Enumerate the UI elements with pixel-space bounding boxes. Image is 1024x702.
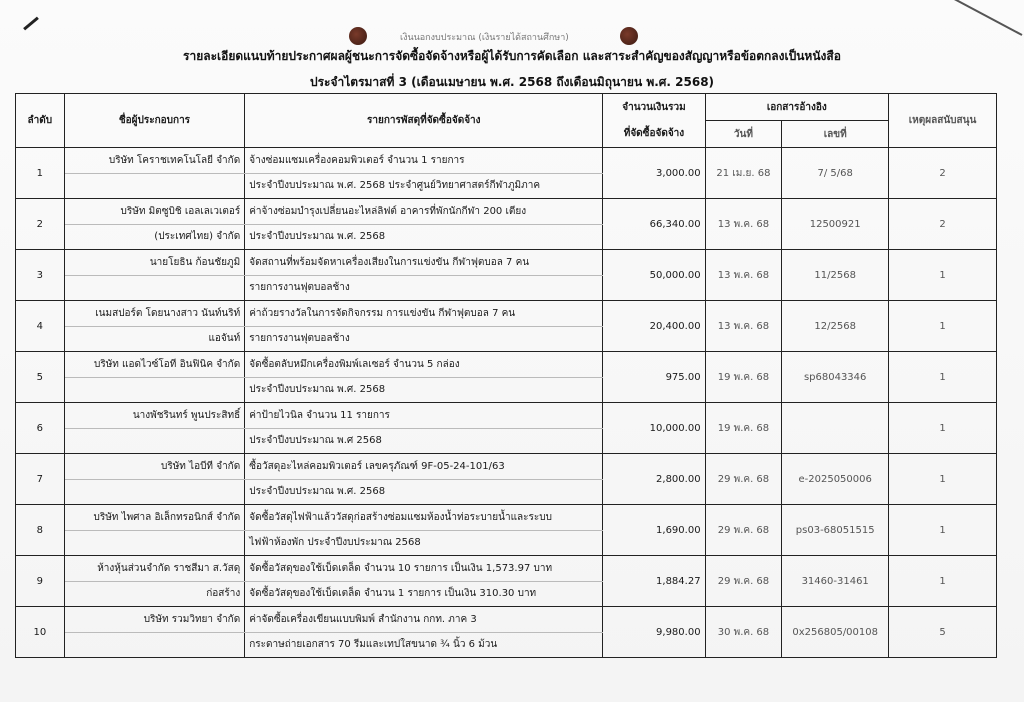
reason-code: 1 (889, 556, 997, 607)
vendor-name-line1: บริษัท แอดไวซ์โอที อินฟินิค จำกัด (64, 352, 245, 378)
amount: 9,980.00 (603, 607, 705, 658)
vendor-name-line1: นางพัชรินทร์ พูนประสิทธิ์ (64, 403, 245, 429)
item-line2: ประจำปีงบประมาณ พ.ศ. 2568 (245, 377, 603, 403)
item-line1: ซื้อวัสดุอะไหล่คอมพิวเตอร์ เลขครุภัณฑ์ 9F-05-24-101/63 (245, 454, 603, 480)
reason-code: 2 (889, 199, 997, 250)
table-row (16, 403, 997, 429)
document-subtitle: ประจำไตรมาสที่ 3 (เดือนเมษายน พ.ศ. 2568 ถึงเดือนมิถุนายน พ.ศ. 2568) (309, 75, 715, 89)
amount: 1,884.27 (603, 556, 705, 607)
item-line1: ค่าถ้วยรางวัลในการจัดกิจกรรม การแข่งขัน กีฬาฟุตบอล 7 คน (245, 301, 603, 327)
item-line1: จัดซื้อวัสดุไฟฟ้าแล้ววัสดุก่อสร้างซ่อมแซมห้องน้ำท่อระบายน้ำและระบบ (245, 505, 603, 531)
doc-date: 19 พ.ค. 68 (705, 352, 782, 403)
reason-code: 1 (889, 505, 997, 556)
row-number: 5 (16, 352, 65, 403)
header-date: วันที่ (705, 121, 782, 148)
item-line2: ประจำปีงบประมาณ พ.ศ. 2568 (245, 479, 603, 505)
doc-date: 21 เม.ย. 68 (705, 148, 782, 199)
punch-hole-left (349, 27, 367, 45)
vendor-name-line2 (64, 275, 245, 301)
item-line2: กระดาษถ่ายเอกสาร 70 รีมและเทปใสขนาด ¾ นิ้ว 6 ม้วน (245, 632, 603, 658)
doc-date: 13 พ.ค. 68 (705, 250, 782, 301)
doc-number: 31460-31461 (782, 556, 889, 607)
item-line2: ประจำปีงบประมาณ พ.ศ 2568 (245, 428, 603, 454)
item-line1: ค่าจัดซื้อเครื่องเขียนแบบพิมพ์ สำนักงาน กกท. ภาค 3 (245, 607, 603, 633)
reason-code: 1 (889, 250, 997, 301)
doc-number: 7/ 5/68 (782, 148, 889, 199)
doc-number: e-2025050006 (782, 454, 889, 505)
table-row (16, 454, 997, 480)
row-number: 7 (16, 454, 65, 505)
amount: 3,000.00 (603, 148, 705, 199)
doc-date: 13 พ.ค. 68 (705, 301, 782, 352)
header-amount-1: จำนวนเงินรวม (603, 94, 705, 121)
table-row (16, 352, 997, 378)
vendor-name-line2 (64, 479, 245, 505)
header-amount-2: ที่จัดซื้อจัดจ้าง (603, 121, 705, 148)
row-number: 4 (16, 301, 65, 352)
item-line1: จัดซื้อตลับหมึกเครื่องพิมพ์เลเซอร์ จำนวน 5 กล่อง (245, 352, 603, 378)
reason-code: 1 (889, 301, 997, 352)
vendor-name-line1: บริษัท มิตซูบิชิ เอลเลเวเตอร์ (64, 199, 245, 225)
amount: 66,340.00 (603, 199, 705, 250)
header-number: เลขที่ (782, 121, 889, 148)
row-number: 10 (16, 607, 65, 658)
reason-code: 2 (889, 148, 997, 199)
header-no: ลำดับ (16, 94, 65, 148)
amount: 975.00 (603, 352, 705, 403)
row-number: 3 (16, 250, 65, 301)
header-row (16, 94, 997, 121)
table-row (16, 148, 997, 174)
table-row (16, 505, 997, 531)
item-line1: จัดสถานที่พร้อมจัดหาเครื่องเสียงในการแข่งขัน กีฬาฟุตบอล 7 คน (245, 250, 603, 276)
doc-date: 19 พ.ค. 68 (705, 403, 782, 454)
row-number: 8 (16, 505, 65, 556)
vendor-name-line2: แอจันท์ (64, 326, 245, 352)
item-line2: ประจำปีงบประมาณ พ.ศ. 2568 ประจำศูนย์วิทยาศาสตร์กีฬาภูมิภาค (245, 173, 603, 199)
item-line2: ไฟฟ้าห้องพัก ประจำปีงบประมาณ 2568 (245, 530, 603, 556)
doc-date: 29 พ.ค. 68 (705, 505, 782, 556)
doc-number: 12/2568 (782, 301, 889, 352)
amount: 1,690.00 (603, 505, 705, 556)
row-number: 1 (16, 148, 65, 199)
vendor-name-line2: ก่อสร้าง (64, 581, 245, 607)
reason-code: 1 (889, 352, 997, 403)
amount: 10,000.00 (603, 403, 705, 454)
reason-code: 5 (889, 607, 997, 658)
doc-date: 13 พ.ค. 68 (705, 199, 782, 250)
item-line1: จัดซื้อวัสดุของใช้เบ็ดเตล็ด จำนวน 10 รายการ เป็นเงิน 1,573.97 บาท (245, 556, 603, 582)
amount: 20,400.00 (603, 301, 705, 352)
amount: 50,000.00 (603, 250, 705, 301)
table-row (16, 250, 997, 276)
item-line2: ประจำปีงบประมาณ พ.ศ. 2568 (245, 224, 603, 250)
item-line2: จัดซื้อวัสดุของใช้เบ็ดเตล็ด จำนวน 1 รายการ เป็นเงิน 310.30 บาท (245, 581, 603, 607)
item-line1: ค่าป้ายไวนิล จำนวน 11 รายการ (245, 403, 603, 429)
vendor-name-line2: (ประเทศไทย) จำกัด (64, 224, 245, 250)
doc-number: 0x256805/00108 (782, 607, 889, 658)
table-row (16, 607, 997, 633)
doc-date: 29 พ.ค. 68 (705, 556, 782, 607)
header-reason: เหตุผลสนับสนุน (889, 94, 997, 148)
vendor-name-line2 (64, 377, 245, 403)
pen-mark (23, 17, 39, 31)
vendor-name-line2 (64, 428, 245, 454)
row-number: 6 (16, 403, 65, 454)
item-line1: จ้างซ่อมแซมเครื่องคอมพิวเตอร์ จำนวน 1 รายการ (245, 148, 603, 174)
doc-date: 30 พ.ค. 68 (705, 607, 782, 658)
vendor-name-line1: นายโยธิน ก้อนชัยภูมิ (64, 250, 245, 276)
doc-number (782, 403, 889, 454)
amount: 2,800.00 (603, 454, 705, 505)
document-title: รายละเอียดแนบท้ายประกาศผลผู้ชนะการจัดซื้อจัดจ้างหรือผู้ได้รับการคัดเลือก และสาระสำคัญของสัญญาหรือข้อตกลงเป็นหนังสือ (183, 49, 841, 63)
reason-code: 1 (889, 454, 997, 505)
vendor-name-line1: บริษัท ไพศาล อิเล็กทรอนิกส์ จำกัด (64, 505, 245, 531)
doc-number: 12500921 (782, 199, 889, 250)
reason-code: 1 (889, 403, 997, 454)
header-ref-doc: เอกสารอ้างอิง (705, 94, 889, 121)
doc-number: sp68043346 (782, 352, 889, 403)
table-body (16, 148, 997, 658)
vendor-name-line2 (64, 632, 245, 658)
table-row (16, 301, 997, 327)
doc-number: 11/2568 (782, 250, 889, 301)
budget-source-note: เงินนอกงบประมาณ (เงินรายได้สถานศึกษา) (400, 33, 569, 43)
vendor-name-line1: บริษัท โคราชเทคโนโลยี จำกัด (64, 148, 245, 174)
header-item: รายการพัสดุที่จัดซื้อจัดจ้าง (245, 94, 603, 148)
vendor-name-line2 (64, 173, 245, 199)
doc-date: 29 พ.ค. 68 (705, 454, 782, 505)
vendor-name-line1: บริษัท ไอบีที จำกัด (64, 454, 245, 480)
punch-hole-right (620, 27, 638, 45)
doc-number: ps03-68051515 (782, 505, 889, 556)
vendor-name-line1: บริษัท รวมวิทยา จำกัด (64, 607, 245, 633)
vendor-name-line1: ห้างหุ้นส่วนจำกัด ราชสีมา ส.วัสดุ (64, 556, 245, 582)
table-row (16, 199, 997, 225)
header-vendor: ชื่อผู้ประกอบการ (64, 94, 245, 148)
row-number: 9 (16, 556, 65, 607)
item-line2: รายการงานฟุตบอลช้าง (245, 326, 603, 352)
vendor-name-line2 (64, 530, 245, 556)
fold-line (924, 0, 1022, 36)
item-line2: รายการงานฟุตบอลช้าง (245, 275, 603, 301)
row-number: 2 (16, 199, 65, 250)
table-row (16, 556, 997, 582)
vendor-name-line1: เนมสปอร์ต โดยนางสาว นันท์นริท์ (64, 301, 245, 327)
item-line1: ค่าจ้างซ่อมบำรุงเปลี่ยนอะไหล่ลิฟต์ อาคารที่พักนักกีฬา 200 เตียง (245, 199, 603, 225)
procurement-table (15, 93, 997, 658)
